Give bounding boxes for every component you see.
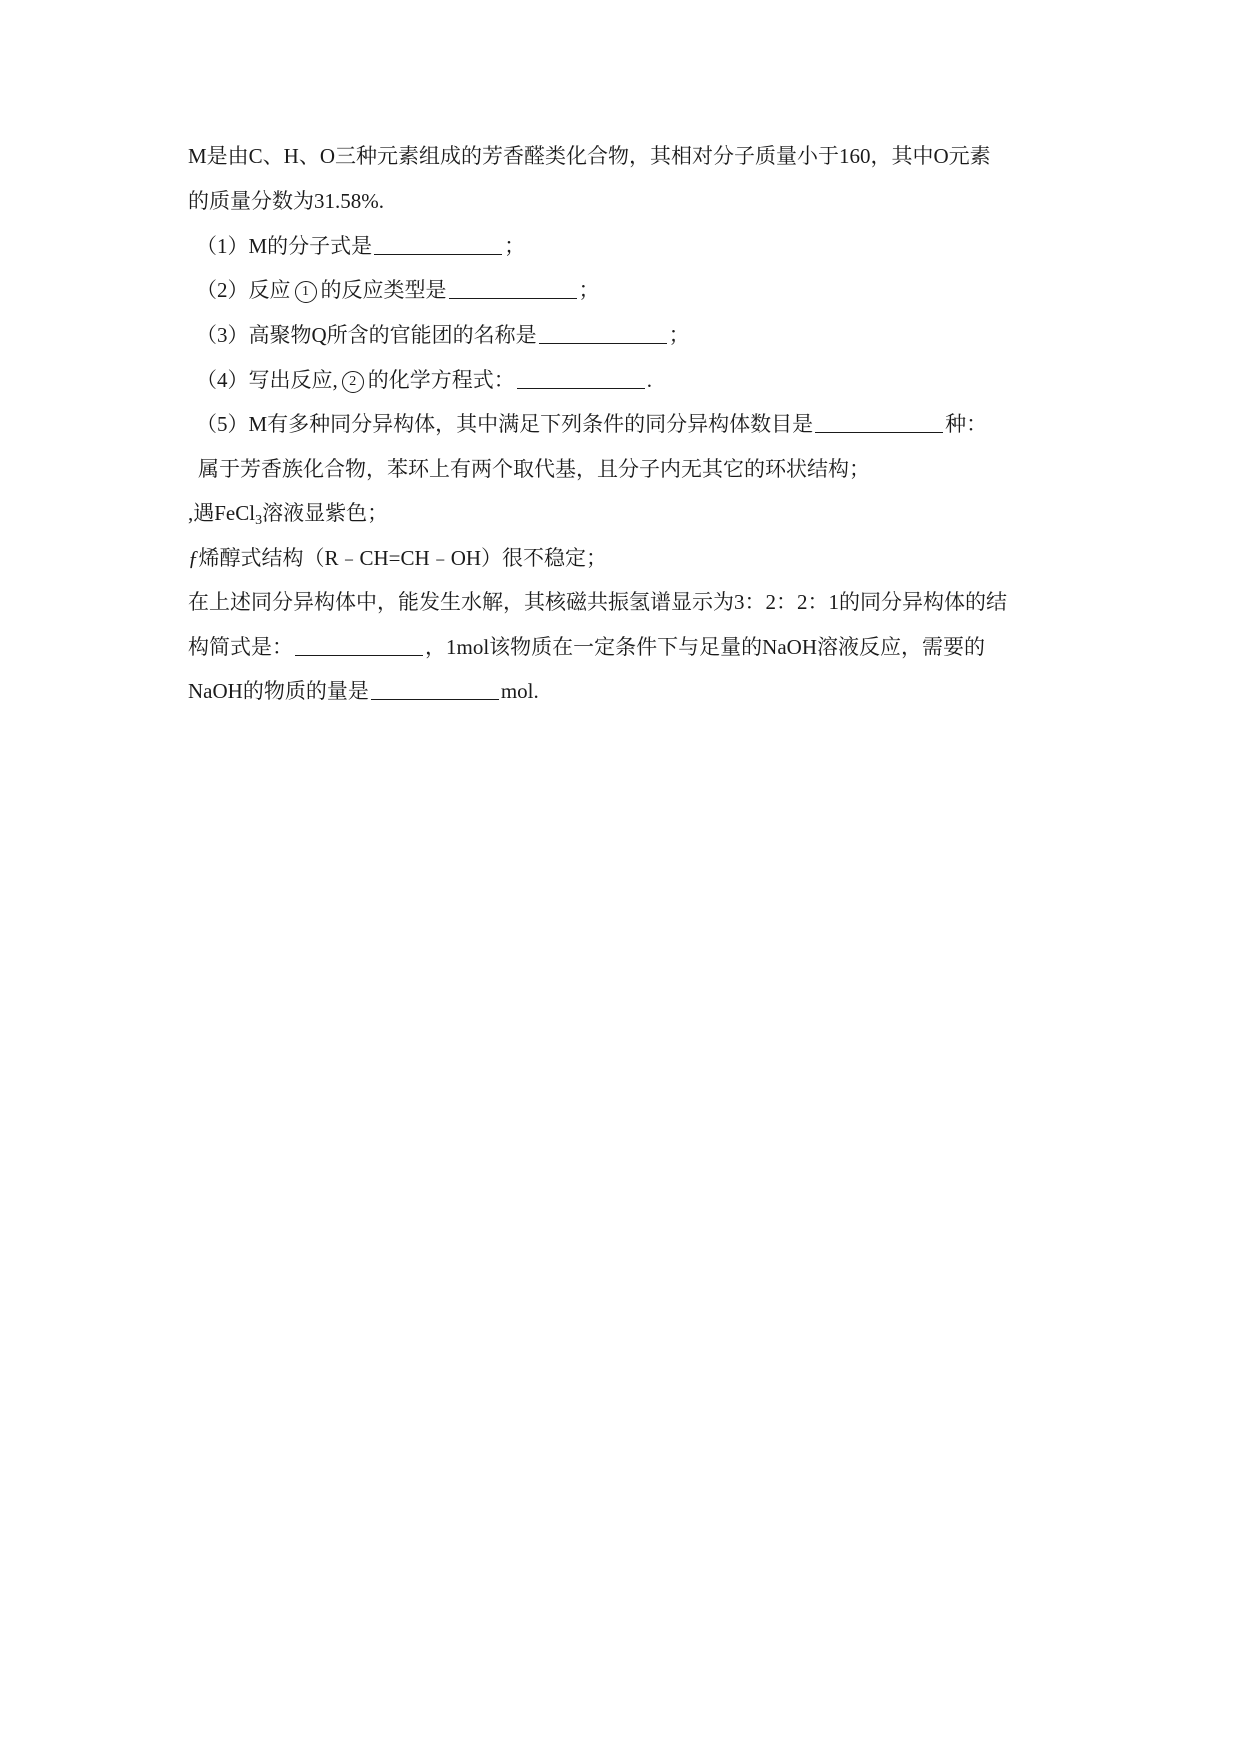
tail-line-3-prefix: NaOH的物质的量是: [188, 679, 369, 703]
intro-line-2: 的质量分数为31.58%.: [188, 189, 384, 213]
tail-line-2-prefix: 构简式是：: [188, 635, 293, 659]
question-4: [196, 366, 652, 394]
question-2-suffix: ；: [578, 278, 600, 302]
condition-1: 属于芳香族化合物，苯环上有两个取代基，且分子内无其它的环状结构；: [198, 457, 870, 481]
condition-2-text: ,遇FeCl: [188, 501, 256, 525]
condition-3: [188, 544, 607, 572]
question-1-text: （1）M的分子式是: [196, 234, 373, 258]
question-5-suffix: 种：: [945, 412, 988, 436]
question-3: [196, 321, 690, 349]
answer-blank-5[interactable]: [815, 412, 943, 433]
question-5-text: （5）M有多种同分异构体，其中满足下列条件的同分异构体数目是: [196, 412, 814, 436]
condition-2-suffix: 溶液显紫色；: [262, 501, 389, 525]
tail-line-3-suffix: mol.: [500, 679, 539, 703]
question-3-suffix: ；: [668, 323, 690, 347]
tail-line-1: 在上述同分异构体中，能发生水解，其核磁共振氢谱显示为3：2：2：1的同分异构体的结: [188, 590, 1007, 614]
reaction-marker-1: 1: [295, 281, 317, 303]
question-1-suffix: ；: [504, 234, 526, 258]
condition-3-text: 烯醇式结构（R﹣CH=CH﹣OH）很不稳定；: [198, 546, 608, 570]
tail-line-3: [188, 677, 539, 705]
condition-2: [188, 499, 388, 535]
question-3-text: （3）高聚物Q所含的官能团的名称是: [196, 323, 537, 347]
tail-line-2: [188, 633, 985, 661]
question-1: [196, 232, 525, 260]
question-4-text: （4）写出反应,: [196, 368, 338, 392]
answer-blank-3[interactable]: [539, 323, 667, 344]
condition-3-marker: ƒ: [188, 546, 199, 570]
question-2-text: （2）反应: [196, 278, 291, 302]
answer-blank-1[interactable]: [374, 234, 502, 255]
reaction-marker-2: 2: [342, 371, 364, 393]
question-4-suffix: .: [646, 368, 652, 392]
answer-blank-2[interactable]: [449, 278, 577, 299]
question-2: [196, 276, 600, 304]
tail-line-2-suffix: ，1mol该物质在一定条件下与足量的NaOH溶液反应，需要的: [425, 635, 985, 659]
answer-blank-7[interactable]: [371, 679, 499, 700]
answer-blank-4[interactable]: [517, 368, 645, 389]
condition-2-subscript: 3: [255, 513, 263, 528]
answer-blank-6[interactable]: [295, 635, 423, 656]
intro-line-1: M是由C、H、O三种元素组成的芳香醛类化合物，其相对分子质量小于160，其中O元素: [188, 144, 991, 168]
question-4-middle: 的化学方程式：: [367, 368, 515, 392]
question-5: [196, 410, 987, 438]
question-2-middle: 的反应类型是: [320, 278, 447, 302]
